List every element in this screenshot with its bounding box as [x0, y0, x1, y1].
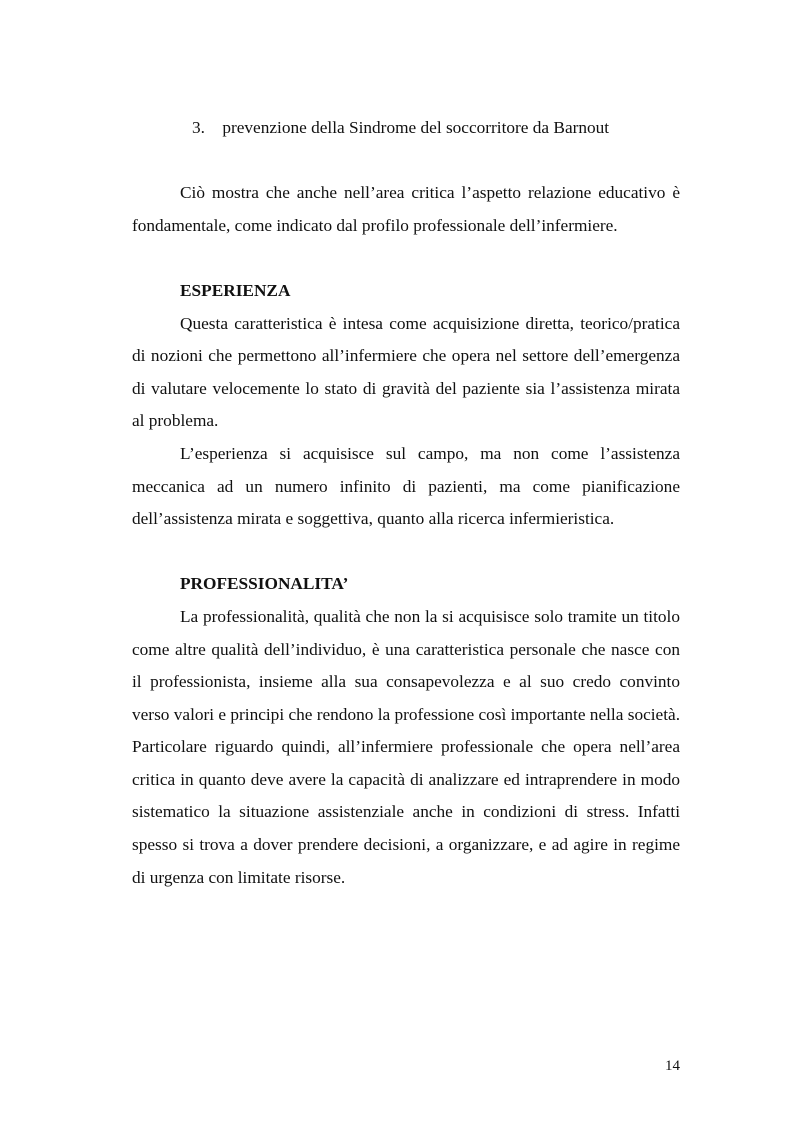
esperienza-paragraph-1: Questa caratteristica è intesa come acquisizione diretta, teorico/pratica di nozioni che permettono all’infermiere che opera nel settore dell’emergenza di valutare velocemente lo stato di gravità del paziente sia l’assistenza mirata al problema. — [132, 313, 680, 431]
professionalita-paragraph-1: La professionalità, qualità che non la si acquisisce solo tramite un titolo come altre qualità dell’individuo, è una caratteristica personale che nasce con il professionista, insieme alla sua consapevolezza e al suo credo convinto verso valori e principi che rendono la professione così importante nella società. Particolare riguardo quindi, all’infermiere professionale che opera nell’area critica in quanto deve avere la capacità di analizzare ed intraprendere in modo sistematico la situazione assistenziale anche in condizioni di stress. Infatti spesso si trova a dover prendere decisioni, a organizzare, e ad agire in regime di urgenza con limitate risorse. — [132, 606, 681, 887]
page-number: 14 — [665, 1058, 680, 1074]
intro-paragraph: Ciò mostra che anche nell’area critica l’aspetto relazione educativo è fondamentale, come indicato dal profilo professionale dell’infermiere. — [132, 183, 680, 235]
spacer — [132, 242, 680, 275]
list-item-3 — [192, 112, 680, 145]
list-item-number: 3. — [192, 118, 205, 137]
heading-professionalita: PROFESSIONALITA’ — [180, 574, 349, 594]
esperienza-paragraph-2: L’esperienza si acquisisce sul campo, ma non come l’assistenza meccanica ad un numero infinito di pazienti, ma come pianificazione dell’assistenza mirata e soggettiva, quanto alla ricerca infermieristica. — [132, 443, 680, 529]
spacer — [132, 145, 680, 178]
page-body — [132, 112, 680, 894]
heading-esperienza: ESPERIENZA — [180, 280, 291, 300]
spacer — [132, 536, 680, 569]
list-item-text: prevenzione della Sindrome del soccorritore da Barnout — [222, 118, 610, 137]
